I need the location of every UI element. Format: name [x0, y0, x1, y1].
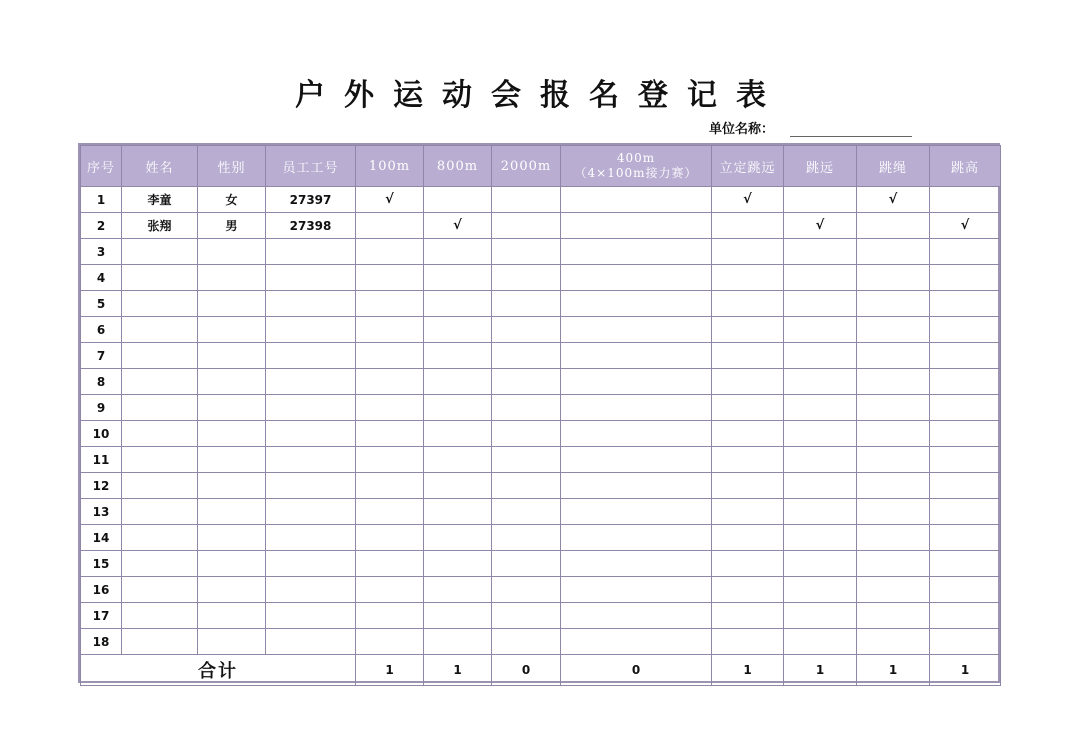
- cell-employee-id[interactable]: [266, 447, 356, 473]
- cell-jump-rope[interactable]: [857, 421, 930, 447]
- cell-number[interactable]: 6: [81, 317, 122, 343]
- cell-employee-id[interactable]: [266, 603, 356, 629]
- table-row: [81, 577, 1001, 603]
- cell-number[interactable]: 12: [81, 473, 122, 499]
- cell-long-jump[interactable]: [784, 187, 857, 213]
- cell-high-jump[interactable]: [930, 187, 1001, 213]
- cell-2000m[interactable]: [492, 395, 561, 421]
- cell-2000m[interactable]: [492, 265, 561, 291]
- cell-name[interactable]: 张翔: [122, 213, 198, 239]
- cell-standing-long-jump[interactable]: [712, 603, 784, 629]
- cell-name[interactable]: 李童: [122, 187, 198, 213]
- table-row: [81, 447, 1001, 473]
- col-header-jump-rope: 跳绳: [857, 146, 930, 187]
- cell-number[interactable]: 17: [81, 603, 122, 629]
- cell-employee-id[interactable]: [266, 239, 356, 265]
- cell-employee-id[interactable]: [266, 291, 356, 317]
- cell-standing-long-jump[interactable]: [712, 213, 784, 239]
- cell-gender[interactable]: [198, 265, 266, 291]
- cell-gender[interactable]: 女: [198, 187, 266, 213]
- cell-standing-long-jump[interactable]: [712, 499, 784, 525]
- cell-gender[interactable]: [198, 317, 266, 343]
- cell-2000m[interactable]: [492, 239, 561, 265]
- cell-gender[interactable]: [198, 291, 266, 317]
- cell-gender[interactable]: [198, 239, 266, 265]
- cell-jump-rope[interactable]: [857, 343, 930, 369]
- cell-400m-relay[interactable]: [561, 629, 712, 655]
- total-standing-long-jump: 1: [712, 655, 784, 686]
- cell-standing-long-jump[interactable]: [712, 265, 784, 291]
- cell-high-jump[interactable]: [930, 447, 1001, 473]
- cell-standing-long-jump[interactable]: [712, 525, 784, 551]
- cell-standing-long-jump[interactable]: [712, 343, 784, 369]
- cell-long-jump[interactable]: [784, 317, 857, 343]
- cell-number[interactable]: 11: [81, 447, 122, 473]
- cell-jump-rope[interactable]: [857, 317, 930, 343]
- cell-high-jump[interactable]: [930, 369, 1001, 395]
- cell-long-jump[interactable]: [784, 291, 857, 317]
- cell-long-jump[interactable]: [784, 603, 857, 629]
- cell-number[interactable]: 14: [81, 525, 122, 551]
- cell-400m-relay[interactable]: [561, 473, 712, 499]
- cell-name[interactable]: [122, 447, 198, 473]
- cell-employee-id[interactable]: [266, 395, 356, 421]
- cell-employee-id[interactable]: 27398: [266, 213, 356, 239]
- cell-jump-rope[interactable]: [857, 551, 930, 577]
- cell-number[interactable]: 13: [81, 499, 122, 525]
- cell-high-jump[interactable]: [930, 343, 1001, 369]
- table-row: [81, 603, 1001, 629]
- cell-100m[interactable]: [356, 265, 424, 291]
- cell-gender[interactable]: [198, 577, 266, 603]
- cell-400m-relay[interactable]: [561, 525, 712, 551]
- total-400m-relay: 0: [561, 655, 712, 686]
- table-row: [81, 187, 1001, 213]
- cell-400m-relay[interactable]: [561, 291, 712, 317]
- col-header-number: 序号: [81, 146, 122, 187]
- cell-gender[interactable]: [198, 603, 266, 629]
- cell-800m[interactable]: [424, 447, 492, 473]
- table-row: [81, 499, 1001, 525]
- cell-400m-relay[interactable]: [561, 395, 712, 421]
- cell-long-jump[interactable]: [784, 629, 857, 655]
- header-row: [81, 146, 1001, 187]
- cell-name[interactable]: [122, 395, 198, 421]
- cell-jump-rope[interactable]: [857, 395, 930, 421]
- cell-100m[interactable]: [356, 369, 424, 395]
- cell-high-jump[interactable]: [930, 317, 1001, 343]
- cell-long-jump[interactable]: [784, 447, 857, 473]
- cell-100m[interactable]: [356, 551, 424, 577]
- cell-400m-relay[interactable]: [561, 239, 712, 265]
- cell-800m[interactable]: [424, 239, 492, 265]
- cell-jump-rope[interactable]: [857, 213, 930, 239]
- cell-jump-rope[interactable]: [857, 265, 930, 291]
- cell-jump-rope[interactable]: [857, 447, 930, 473]
- cell-long-jump[interactable]: [784, 525, 857, 551]
- cell-jump-rope[interactable]: [857, 629, 930, 655]
- cell-employee-id[interactable]: [266, 577, 356, 603]
- cell-100m[interactable]: [356, 213, 424, 239]
- table-row: [81, 421, 1001, 447]
- cell-400m-relay[interactable]: [561, 577, 712, 603]
- cell-name[interactable]: [122, 499, 198, 525]
- cell-jump-rope[interactable]: [857, 239, 930, 265]
- cell-standing-long-jump[interactable]: √: [712, 187, 784, 213]
- cell-name[interactable]: [122, 343, 198, 369]
- cell-high-jump[interactable]: [930, 551, 1001, 577]
- col-header-standing-long-jump: 立定跳远: [712, 146, 784, 187]
- cell-name[interactable]: [122, 551, 198, 577]
- total-high-jump: 1: [930, 655, 1001, 686]
- cell-name[interactable]: [122, 629, 198, 655]
- cell-100m[interactable]: [356, 317, 424, 343]
- col-header-employee-id: 员工工号: [266, 146, 356, 187]
- cell-800m[interactable]: [424, 291, 492, 317]
- cell-number[interactable]: 3: [81, 239, 122, 265]
- cell-standing-long-jump[interactable]: [712, 291, 784, 317]
- cell-long-jump[interactable]: [784, 395, 857, 421]
- cell-long-jump[interactable]: [784, 499, 857, 525]
- cell-400m-relay[interactable]: [561, 187, 712, 213]
- cell-jump-rope[interactable]: [857, 577, 930, 603]
- cell-2000m[interactable]: [492, 213, 561, 239]
- cell-2000m[interactable]: [492, 187, 561, 213]
- col-header-gender: 性别: [198, 146, 266, 187]
- cell-2000m[interactable]: [492, 525, 561, 551]
- cell-employee-id[interactable]: [266, 525, 356, 551]
- table-row: [81, 629, 1001, 655]
- cell-800m[interactable]: [424, 343, 492, 369]
- table-row: [81, 239, 1001, 265]
- cell-gender[interactable]: [198, 499, 266, 525]
- cell-employee-id[interactable]: [266, 265, 356, 291]
- cell-high-jump[interactable]: √: [930, 213, 1001, 239]
- cell-high-jump[interactable]: [930, 265, 1001, 291]
- cell-100m[interactable]: [356, 447, 424, 473]
- cell-number[interactable]: 15: [81, 551, 122, 577]
- cell-high-jump[interactable]: [930, 499, 1001, 525]
- table-row: [81, 213, 1001, 239]
- cell-100m[interactable]: [356, 499, 424, 525]
- cell-800m[interactable]: [424, 525, 492, 551]
- cell-jump-rope[interactable]: [857, 525, 930, 551]
- cell-number[interactable]: 9: [81, 395, 122, 421]
- total-800m: 1: [424, 655, 492, 686]
- totals-label: 合计: [81, 655, 356, 686]
- cell-gender[interactable]: [198, 551, 266, 577]
- cell-gender[interactable]: [198, 629, 266, 655]
- unit-name-field: [709, 121, 912, 139]
- col-header-100m: 100m: [356, 146, 424, 187]
- cell-standing-long-jump[interactable]: [712, 421, 784, 447]
- cell-800m[interactable]: [424, 317, 492, 343]
- table-row: [81, 551, 1001, 577]
- cell-800m[interactable]: [424, 421, 492, 447]
- cell-number[interactable]: 16: [81, 577, 122, 603]
- cell-800m[interactable]: [424, 265, 492, 291]
- cell-2000m[interactable]: [492, 291, 561, 317]
- cell-number[interactable]: 7: [81, 343, 122, 369]
- cell-400m-relay[interactable]: [561, 317, 712, 343]
- cell-long-jump[interactable]: [784, 369, 857, 395]
- cell-400m-relay[interactable]: [561, 603, 712, 629]
- cell-number[interactable]: 2: [81, 213, 122, 239]
- cell-800m[interactable]: [424, 369, 492, 395]
- table-row: [81, 395, 1001, 421]
- cell-100m[interactable]: [356, 629, 424, 655]
- cell-800m[interactable]: [424, 499, 492, 525]
- cell-400m-relay[interactable]: [561, 447, 712, 473]
- cell-name[interactable]: [122, 473, 198, 499]
- table-row: [81, 525, 1001, 551]
- totals-row: [81, 655, 1001, 686]
- cell-800m[interactable]: √: [424, 213, 492, 239]
- total-100m: 1: [356, 655, 424, 686]
- cell-jump-rope[interactable]: [857, 499, 930, 525]
- cell-jump-rope[interactable]: [857, 473, 930, 499]
- col-header-400m-label: 400m: [616, 151, 656, 165]
- cell-standing-long-jump[interactable]: [712, 447, 784, 473]
- cell-400m-relay[interactable]: [561, 499, 712, 525]
- cell-800m[interactable]: [424, 395, 492, 421]
- cell-number[interactable]: 10: [81, 421, 122, 447]
- cell-gender[interactable]: [198, 343, 266, 369]
- cell-2000m[interactable]: [492, 629, 561, 655]
- table-row: [81, 317, 1001, 343]
- cell-number[interactable]: 18: [81, 629, 122, 655]
- cell-400m-relay[interactable]: [561, 265, 712, 291]
- cell-800m[interactable]: [424, 603, 492, 629]
- cell-2000m[interactable]: [492, 499, 561, 525]
- unit-name-label: 单位名称：: [709, 122, 775, 137]
- cell-long-jump[interactable]: [784, 265, 857, 291]
- cell-high-jump[interactable]: [930, 603, 1001, 629]
- cell-jump-rope[interactable]: [857, 291, 930, 317]
- cell-2000m[interactable]: [492, 551, 561, 577]
- cell-2000m[interactable]: [492, 317, 561, 343]
- cell-high-jump[interactable]: [930, 577, 1001, 603]
- cell-standing-long-jump[interactable]: [712, 317, 784, 343]
- cell-800m[interactable]: [424, 629, 492, 655]
- cell-100m[interactable]: [356, 603, 424, 629]
- cell-name[interactable]: [122, 239, 198, 265]
- cell-400m-relay[interactable]: [561, 551, 712, 577]
- cell-standing-long-jump[interactable]: [712, 629, 784, 655]
- cell-100m[interactable]: [356, 525, 424, 551]
- cell-2000m[interactable]: [492, 603, 561, 629]
- cell-employee-id[interactable]: [266, 343, 356, 369]
- cell-high-jump[interactable]: [930, 629, 1001, 655]
- cell-800m[interactable]: [424, 551, 492, 577]
- registration-table: [80, 145, 1001, 686]
- table-row: [81, 369, 1001, 395]
- cell-standing-long-jump[interactable]: [712, 239, 784, 265]
- cell-800m[interactable]: [424, 577, 492, 603]
- cell-gender[interactable]: [198, 369, 266, 395]
- cell-gender[interactable]: [198, 473, 266, 499]
- cell-400m-relay[interactable]: [561, 421, 712, 447]
- cell-long-jump[interactable]: [784, 473, 857, 499]
- cell-long-jump[interactable]: [784, 577, 857, 603]
- table-row: [81, 291, 1001, 317]
- cell-2000m[interactable]: [492, 421, 561, 447]
- cell-name[interactable]: [122, 525, 198, 551]
- col-header-400m-subtitle: （4×100m接力赛）: [574, 166, 698, 180]
- cell-gender[interactable]: 男: [198, 213, 266, 239]
- cell-name[interactable]: [122, 577, 198, 603]
- cell-2000m[interactable]: [492, 447, 561, 473]
- cell-standing-long-jump[interactable]: [712, 395, 784, 421]
- cell-100m[interactable]: [356, 239, 424, 265]
- table-row: [81, 473, 1001, 499]
- cell-100m[interactable]: [356, 577, 424, 603]
- form-title: 户外运动会报名登记表: [295, 78, 785, 113]
- cell-high-jump[interactable]: [930, 291, 1001, 317]
- table-row: [81, 343, 1001, 369]
- cell-employee-id[interactable]: [266, 473, 356, 499]
- cell-standing-long-jump[interactable]: [712, 369, 784, 395]
- cell-high-jump[interactable]: [930, 395, 1001, 421]
- cell-100m[interactable]: √: [356, 187, 424, 213]
- cell-standing-long-jump[interactable]: [712, 473, 784, 499]
- col-header-long-jump: 跳远: [784, 146, 857, 187]
- cell-long-jump[interactable]: [784, 421, 857, 447]
- cell-100m[interactable]: [356, 473, 424, 499]
- cell-number[interactable]: 8: [81, 369, 122, 395]
- cell-name[interactable]: [122, 369, 198, 395]
- cell-long-jump[interactable]: [784, 551, 857, 577]
- unit-name-blank[interactable]: [790, 135, 912, 137]
- cell-long-jump[interactable]: [784, 343, 857, 369]
- cell-employee-id[interactable]: [266, 317, 356, 343]
- cell-2000m[interactable]: [492, 369, 561, 395]
- cell-800m[interactable]: [424, 473, 492, 499]
- cell-long-jump[interactable]: √: [784, 213, 857, 239]
- cell-employee-id[interactable]: [266, 369, 356, 395]
- cell-2000m[interactable]: [492, 473, 561, 499]
- total-2000m: 0: [492, 655, 561, 686]
- cell-employee-id[interactable]: [266, 499, 356, 525]
- cell-number[interactable]: 4: [81, 265, 122, 291]
- cell-100m[interactable]: [356, 291, 424, 317]
- cell-number[interactable]: 1: [81, 187, 122, 213]
- col-header-high-jump: 跳高: [930, 146, 1001, 187]
- cell-2000m[interactable]: [492, 343, 561, 369]
- cell-employee-id[interactable]: [266, 421, 356, 447]
- cell-long-jump[interactable]: [784, 239, 857, 265]
- cell-800m[interactable]: [424, 187, 492, 213]
- cell-high-jump[interactable]: [930, 473, 1001, 499]
- cell-number[interactable]: 5: [81, 291, 122, 317]
- cell-100m[interactable]: [356, 421, 424, 447]
- cell-name[interactable]: [122, 265, 198, 291]
- cell-high-jump[interactable]: [930, 421, 1001, 447]
- cell-standing-long-jump[interactable]: [712, 577, 784, 603]
- cell-employee-id[interactable]: [266, 551, 356, 577]
- cell-name[interactable]: [122, 317, 198, 343]
- cell-100m[interactable]: [356, 343, 424, 369]
- cell-high-jump[interactable]: [930, 525, 1001, 551]
- cell-high-jump[interactable]: [930, 239, 1001, 265]
- cell-gender[interactable]: [198, 525, 266, 551]
- cell-name[interactable]: [122, 421, 198, 447]
- col-header-800m: 800m: [424, 146, 492, 187]
- cell-2000m[interactable]: [492, 577, 561, 603]
- cell-employee-id[interactable]: 27397: [266, 187, 356, 213]
- cell-jump-rope[interactable]: √: [857, 187, 930, 213]
- col-header-400m-relay: [561, 146, 712, 187]
- col-header-2000m: 2000m: [492, 146, 561, 187]
- cell-jump-rope[interactable]: [857, 603, 930, 629]
- cell-400m-relay[interactable]: [561, 369, 712, 395]
- cell-400m-relay[interactable]: [561, 343, 712, 369]
- total-long-jump: 1: [784, 655, 857, 686]
- cell-standing-long-jump[interactable]: [712, 551, 784, 577]
- cell-400m-relay[interactable]: [561, 213, 712, 239]
- col-header-name: 姓名: [122, 146, 198, 187]
- cell-gender[interactable]: [198, 447, 266, 473]
- cell-jump-rope[interactable]: [857, 369, 930, 395]
- table-row: [81, 265, 1001, 291]
- cell-gender[interactable]: [198, 421, 266, 447]
- total-jump-rope: 1: [857, 655, 930, 686]
- cell-employee-id[interactable]: [266, 629, 356, 655]
- cell-name[interactable]: [122, 291, 198, 317]
- cell-name[interactable]: [122, 603, 198, 629]
- cell-100m[interactable]: [356, 395, 424, 421]
- cell-gender[interactable]: [198, 395, 266, 421]
